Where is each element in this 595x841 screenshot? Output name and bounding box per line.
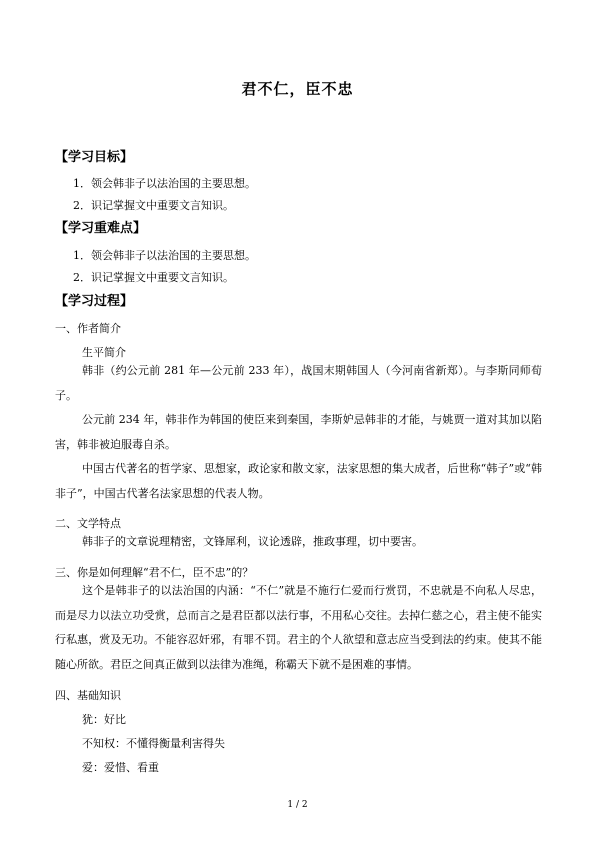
page-number: 1 / 2 [287,800,308,810]
section-question-heading: 三、你是如何理解“君不仁，臣不忠”的？ [55,566,254,579]
goal-item-1: 1．领会韩非子以法治国的主要思想。 [73,177,256,190]
section-style-heading: 二、文学特点 [55,517,121,530]
goals-heading: 【学习目标】 [55,150,134,165]
bio-paragraph-3: 中国古代著名的哲学家、思想家，政论家和散文家，法家思想的集大成者，后世称“韩子”或“韩非子”，中国古代著名法家思想的代表人物。 [55,462,542,500]
vocab-item-1: 犹：好比 [82,713,126,726]
bio-paragraph-1: 韩非（约公元前 281 年—公元前 233 年），战国末期韩国人（今河南省新郑）。与李斯同师荀子。 [55,364,542,402]
goal-item-2: 2．识记掌握文中重要文言知识。 [73,199,234,212]
key-point-item-2: 2．识记掌握文中重要文言知识。 [73,271,234,284]
style-paragraph: 韩非子的文章说理精密，文锋犀利，议论透辟，推政事理，切中要害。 [82,535,423,548]
key-point-item-1: 1．领会韩非子以法治国的主要思想。 [73,249,256,262]
section-author-heading: 一、作者简介 [55,322,121,335]
bio-paragraph-2: 公元前 234 年，韩非作为韩国的使臣来到秦国，李斯妒忌韩非的才能，与姚贾一道对其加以陷害，韩非被迫服毒自杀。 [55,413,542,451]
key-points-heading: 【学习重难点】 [55,221,147,236]
section-basics-heading: 四、基础知识 [55,689,121,702]
vocab-item-3: 爱：爱惜、看重 [82,761,159,774]
page-title: 君不仁，臣不忠 [241,80,354,98]
bio-subheading: 生平简介 [82,346,126,359]
process-heading: 【学习过程】 [55,294,134,309]
vocab-item-2: 不知权：不懂得衡量利害得失 [82,737,225,750]
question-paragraph: 这个是韩非子的以法治国的内涵：“不仁”就是不施行仁爱而行赏罚，不忠就是不向私人尽忠，而是尽力以法立功受赏，总而言之是君臣都以法行事，不用私心交往。去掉仁慈之心，君主使不能实行私惠，赏及无功。不能容忍奸邪，有罪不罚。君主的个人欲望和意志应当受到法的约束。使其不能随心所欲。君臣之间真正做到以法律为准绳，称霸天下就不是困难的事情。 [55,584,542,671]
